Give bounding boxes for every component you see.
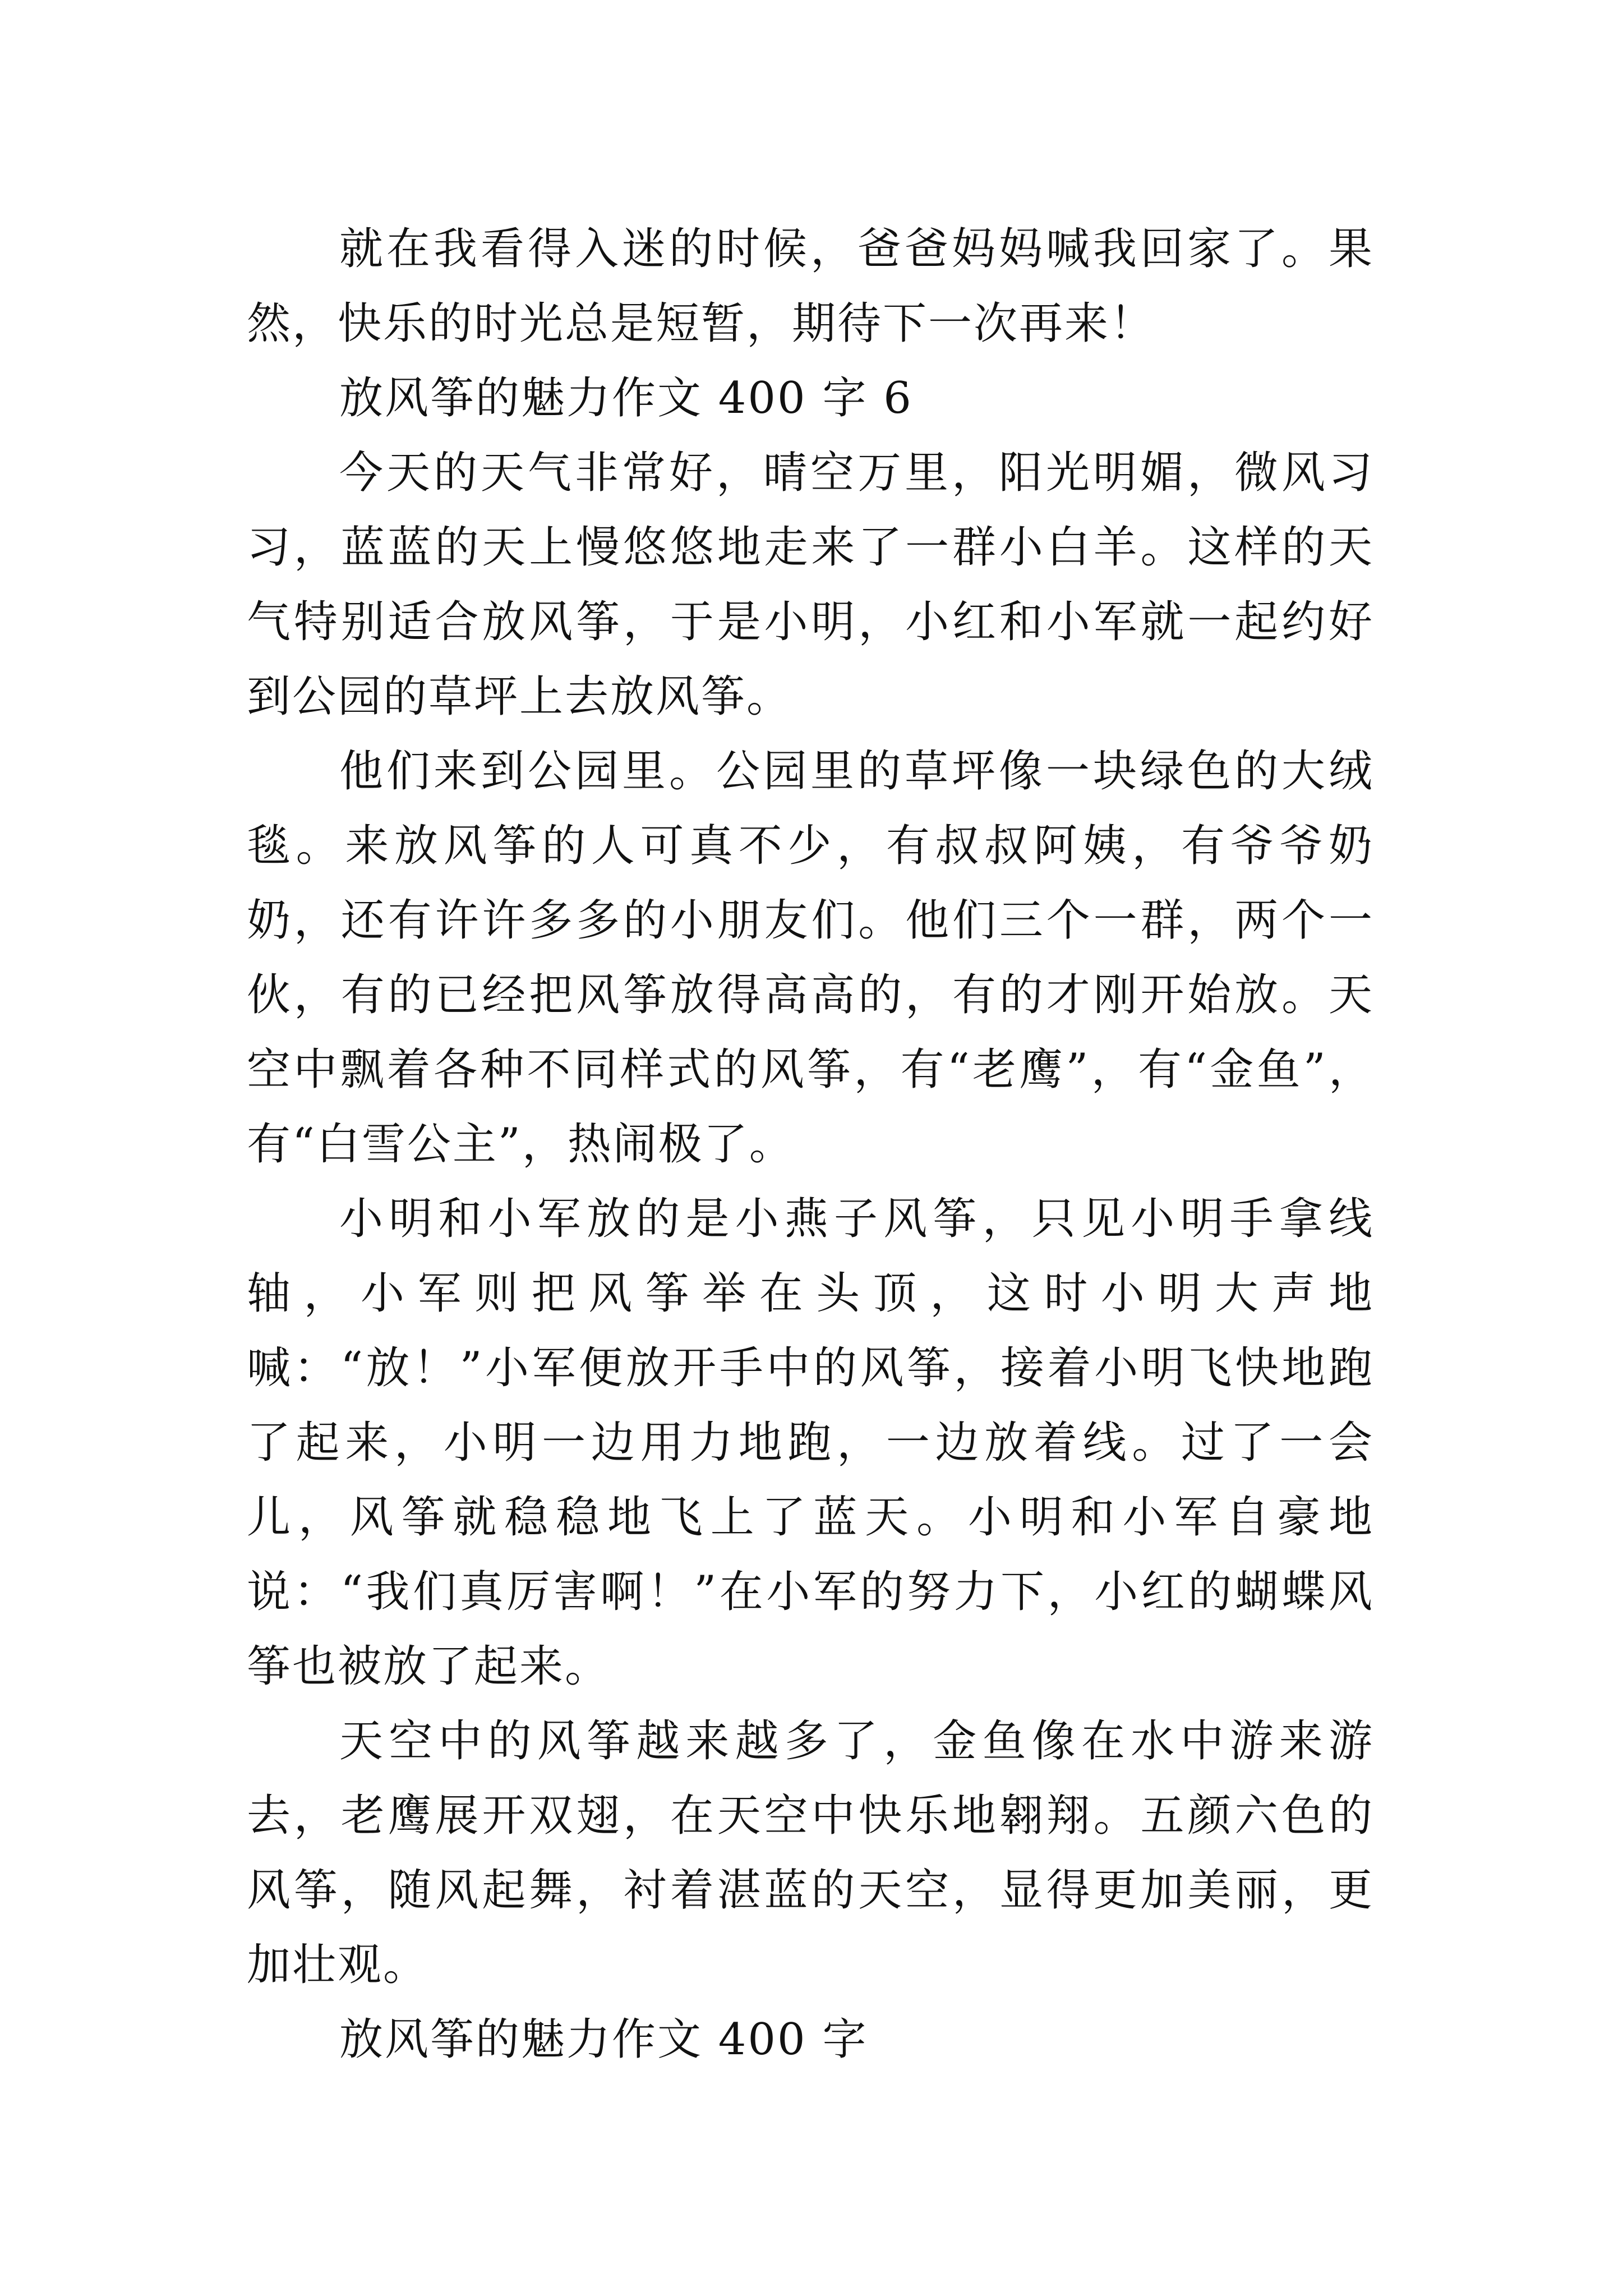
paragraph: 天空中的风筝越来越多了，金鱼像在水中游来游去，老鹰展开双翅，在天空中快乐地翱翔。五颜六色的风筝，随风起舞，衬着湛蓝的天空，显得更加美丽，更加壮观。 <box>247 1716 1374 1990</box>
essay-title: 放风筝的魅力作文 400 字 <box>339 2014 868 2065</box>
document-body <box>247 212 1374 2077</box>
paragraph: 他们来到公园里。公园里的草坪像一块绿色的大绒毯。来放风筝的人可真不少，有叔叔阿姨，有爷爷奶奶，还有许许多多的小朋友们。他们三个一群，两个一伙，有的已经把风筝放得高高的，有的才刚开始放。天空中飘着各种不同样式的风筝，有“老鹰”，有“金鱼”，有“白雪公主”，热闹极了。 <box>247 746 1374 1170</box>
paragraph: 小明和小军放的是小燕子风筝，只见小明手拿线轴，小军则把风筝举在头顶，这时小明大声地喊：“放！”小军便放开手中的风筝，接着小明飞快地跑了起来，小明一边用力地跑，一边放着线。过了一会儿，风筝就稳稳地飞上了蓝天。小明和小军自豪地说：“我们真厉害啊！”在小军的努力下，小红的蝴蝶风筝也被放了起来。 <box>247 1194 1374 1692</box>
paragraph: 就在我看得入迷的时候，爸爸妈妈喊我回家了。果然，快乐的时光总是短暂，期待下一次再来！ <box>247 224 1374 349</box>
essay-title: 放风筝的魅力作文 400 字 6 <box>339 373 913 424</box>
paragraph: 今天的天气非常好，晴空万里，阳光明媚，微风习习，蓝蓝的天上慢悠悠地走来了一群小白羊。这样的天气特别适合放风筝，于是小明，小红和小军就一起约好到公园的草坪上去放风筝。 <box>247 448 1374 722</box>
